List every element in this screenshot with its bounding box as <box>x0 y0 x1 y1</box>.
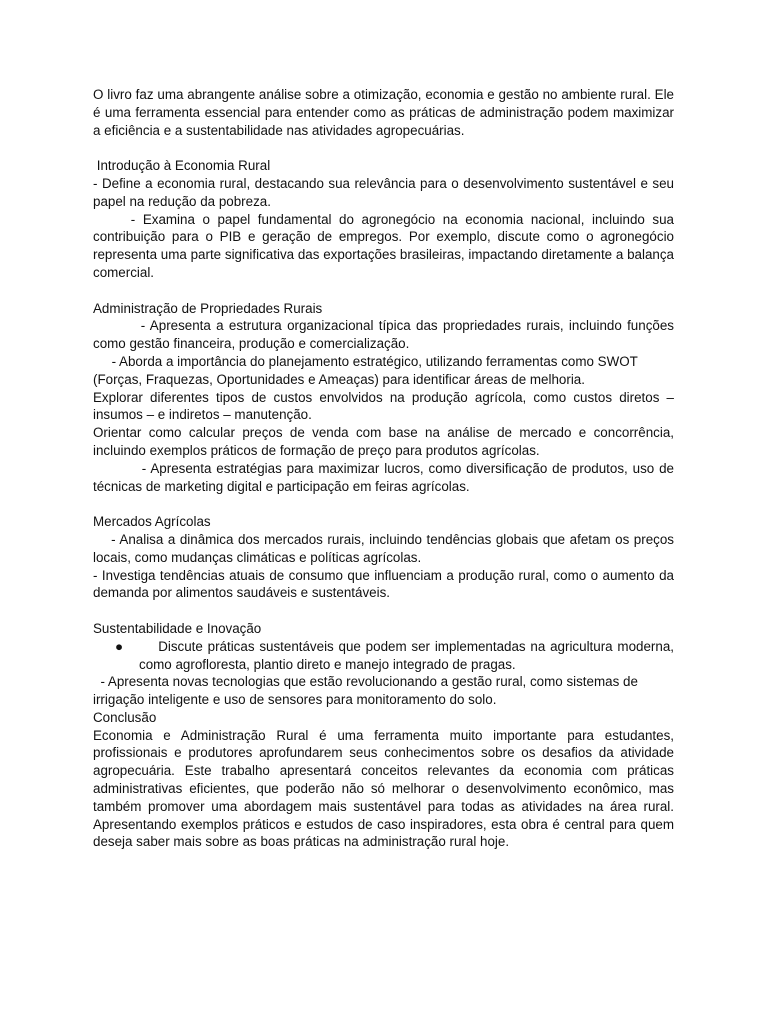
conclusion-paragraph: Economia e Administração Rural é uma ferramenta muito importante para estudantes, profissionais e produtores aprofundarem seus conhecimentos sobre os desafios da atividade agropecuária. Este trabalho apresentará conceitos relevantes da economia com práticas administrativas eficientes, que poderão não só melhorar o desenvolvimento econômico, mas também promover uma abordagem mais sustentável para todas as atividades na área rural. Apresentando exemplos práticos e estudos de caso inspiradores, esta obra é central para quem deseja saber mais sobre as boas práticas na administração rural hoje. <box>93 727 678 850</box>
paragraph-gap <box>93 495 674 513</box>
bullet-text: Discute práticas sustentáveis que podem ser implementadas na agricultura moderna, como agrofloresta, plantio direto e manejo integrado de pragas. <box>139 638 678 672</box>
section4-item-1: - Apresenta novas tecnologias que estão revolucionando a gestão rural, como sistemas de irrigação inteligente e uso de sensores para monitoramento do solo. <box>93 674 642 708</box>
section2-item-5: - Apresenta estratégias para maximizar lucros, como diversificação de produtos, uso de técnicas de marketing digital e participação em feiras agrícolas. <box>93 460 678 494</box>
section2-item-4: Orientar como calcular preços de venda com base na análise de mercado e concorrência, incluindo exemplos práticos de formação de preço para produtos agrícolas. <box>93 425 678 458</box>
section-heading-sustentabilidade: Sustentabilidade e Inovação <box>93 620 262 636</box>
section3-item-2: - Investiga tendências atuais de consumo que influenciam a produção rural, como o aumento da demanda por alimentos saudáveis e sustentáveis. <box>93 567 678 601</box>
section-heading-conclusao: Conclusão <box>93 709 157 725</box>
paragraph-gap <box>93 282 674 300</box>
section2-item-2: - Aborda a importância do planejamento estratégico, utilizando ferramentas como SWOT (Forças, Fraquezas, Oportunidades e Ameaças) para identificar áreas de melhoria. <box>93 353 642 387</box>
section-heading-mercados: Mercados Agrícolas <box>93 514 211 530</box>
section-heading-administracao: Administração de Propriedades Rurais <box>93 300 323 316</box>
section-heading-economia-rural: Introdução à Economia Rural <box>93 158 271 174</box>
bullet-icon: ● <box>115 638 124 654</box>
bullet-item <box>93 638 678 674</box>
section1-item-1: - Define a economia rural, destacando sua relevância para o desenvolvimento sustentável e seu papel na redução da pobreza. <box>93 175 678 209</box>
section2-item-3: Explorar diferentes tipos de custos envolvidos na produção agrícola, como custos diretos – insumos – e indiretos – manutenção. <box>93 389 678 423</box>
paragraph-gap <box>93 602 674 620</box>
section3-item-1: - Analisa a dinâmica dos mercados rurais, incluindo tendências globais que afetam os preços locais, como mudanças climáticas e políticas agrícolas. <box>93 531 678 565</box>
section1-item-2: - Examina o papel fundamental do agronegócio na economia nacional, incluindo sua contribuição para o PIB e geração de empregos. Por exemplo, discute como o agronegócio representa uma parte significativa das exportações brasileiras, impactando diretamente a balança comercial. <box>93 211 678 280</box>
section2-item-1: - Apresenta a estrutura organizacional típica das propriedades rurais, incluindo funções como gestão financeira, produção e comercialização. <box>93 318 678 352</box>
document-page <box>93 86 678 851</box>
intro-paragraph: O livro faz uma abrangente análise sobre a otimização, economia e gestão no ambiente rural. Ele é uma ferramenta essencial para entender como as práticas de administração podem maximizar a eficiência e a sustentabilidade nas atividades agropecuárias. <box>93 87 678 138</box>
paragraph-gap <box>93 139 674 157</box>
